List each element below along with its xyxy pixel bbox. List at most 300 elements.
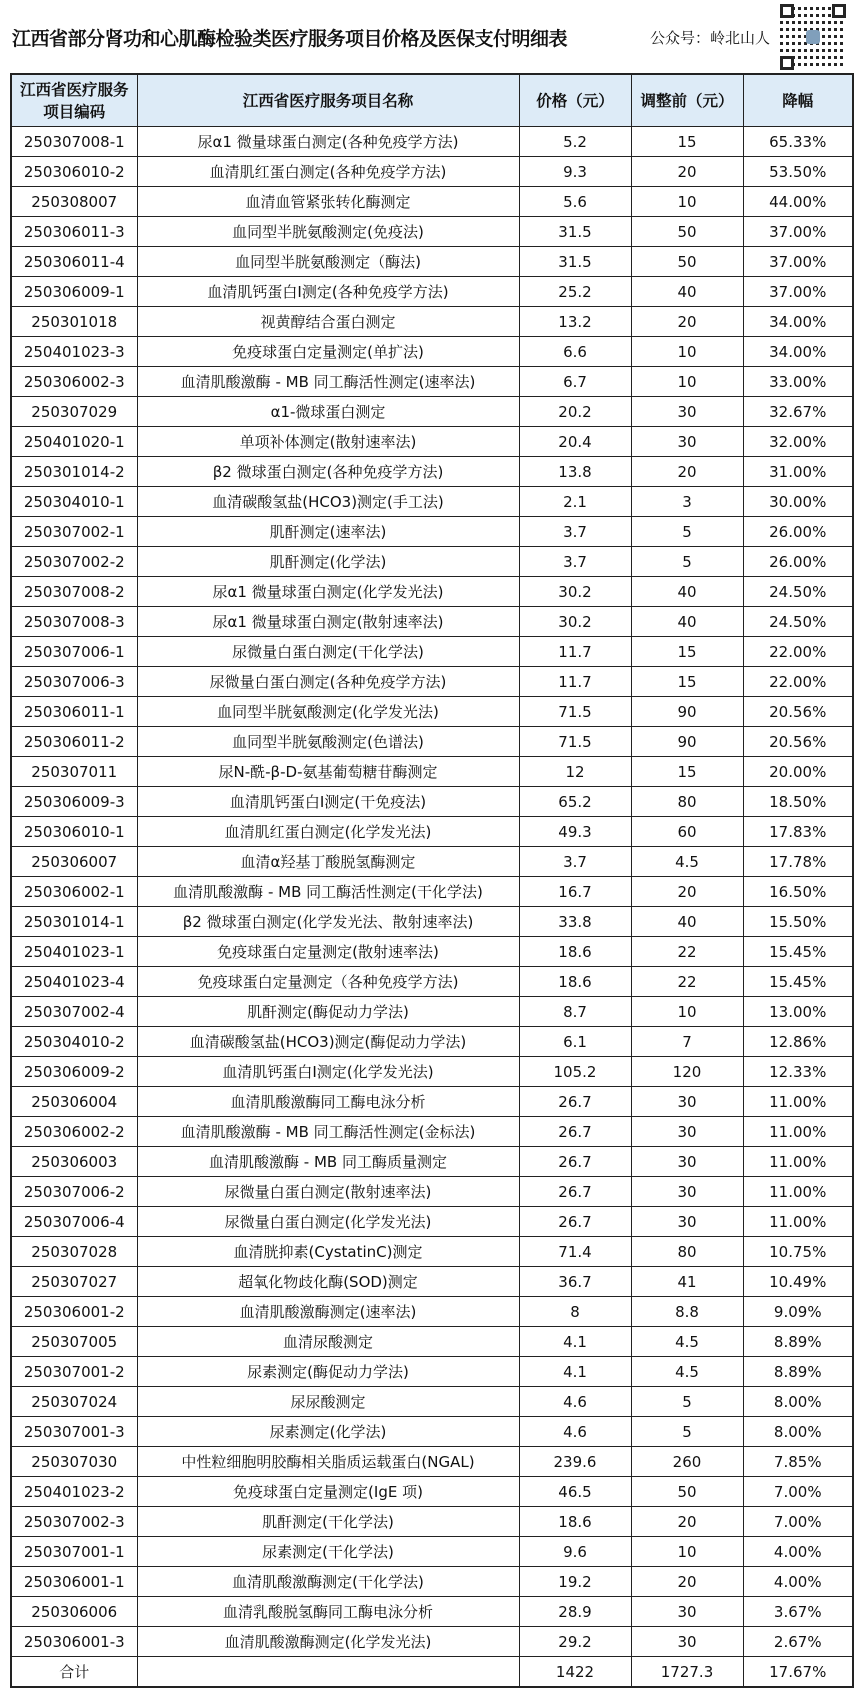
reduction-cell: 65.33% <box>743 127 853 157</box>
item-name-cell: 血清肌酸激酶 - MB 同工酶质量测定 <box>137 1147 519 1177</box>
item-code-cell: 250307002-4 <box>11 997 137 1027</box>
price-cell: 36.7 <box>519 1267 631 1297</box>
reduction-cell: 17.67% <box>743 1657 853 1688</box>
table-header-row <box>11 74 853 127</box>
item-code-cell: 250306001-3 <box>11 1627 137 1657</box>
item-code-cell: 250306011-2 <box>11 727 137 757</box>
price-cell: 46.5 <box>519 1477 631 1507</box>
item-name-cell: 血清α羟基丁酸脱氢酶测定 <box>137 847 519 877</box>
reduction-cell: 33.00% <box>743 367 853 397</box>
item-code-cell: 250307024 <box>11 1387 137 1417</box>
previous-price-cell: 15 <box>631 757 743 787</box>
price-cell: 26.7 <box>519 1117 631 1147</box>
item-code-cell: 250306002-2 <box>11 1117 137 1147</box>
item-name-cell: α1-微球蛋白测定 <box>137 397 519 427</box>
item-name-cell: 尿素测定(化学法) <box>137 1417 519 1447</box>
reduction-cell: 15.45% <box>743 937 853 967</box>
item-name-cell: 血清肌酸激酶测定(速率法) <box>137 1297 519 1327</box>
reduction-cell: 22.00% <box>743 667 853 697</box>
price-cell: 71.5 <box>519 697 631 727</box>
table-row <box>11 187 853 217</box>
table-row <box>11 1387 853 1417</box>
reduction-cell: 11.00% <box>743 1117 853 1147</box>
previous-price-cell: 15 <box>631 637 743 667</box>
table-row <box>11 847 853 877</box>
table-row <box>11 1357 853 1387</box>
table-row <box>11 1417 853 1447</box>
price-cell: 239.6 <box>519 1447 631 1477</box>
table-row <box>11 757 853 787</box>
table-row <box>11 967 853 997</box>
previous-price-cell: 260 <box>631 1447 743 1477</box>
price-cell: 12 <box>519 757 631 787</box>
price-cell: 2.1 <box>519 487 631 517</box>
previous-price-cell: 7 <box>631 1027 743 1057</box>
price-cell: 31.5 <box>519 217 631 247</box>
previous-price-cell: 4.5 <box>631 1327 743 1357</box>
reduction-cell: 37.00% <box>743 247 853 277</box>
item-name-cell: 尿素测定(干化学法) <box>137 1537 519 1567</box>
item-name-cell: 尿微量白蛋白测定(各种免疫学方法) <box>137 667 519 697</box>
previous-price-cell: 5 <box>631 547 743 577</box>
reduction-cell: 18.50% <box>743 787 853 817</box>
previous-price-cell: 22 <box>631 967 743 997</box>
page-title: 江西省部分肾功和心肌酶检验类医疗服务项目价格及医保支付明细表 <box>12 28 568 50</box>
item-name-cell: 血清肌红蛋白测定(各种免疫学方法) <box>137 157 519 187</box>
table-row <box>11 787 853 817</box>
table-row <box>11 877 853 907</box>
table-row <box>11 1507 853 1537</box>
item-name-cell: 视黄醇结合蛋白测定 <box>137 307 519 337</box>
reduction-cell: 4.00% <box>743 1567 853 1597</box>
table-row <box>11 1627 853 1657</box>
item-code-cell: 250307006-3 <box>11 667 137 697</box>
price-cell: 26.7 <box>519 1087 631 1117</box>
price-cell: 4.6 <box>519 1417 631 1447</box>
item-name-cell: 血同型半胱氨酸测定(化学发光法) <box>137 697 519 727</box>
previous-price-cell: 90 <box>631 697 743 727</box>
item-code-cell: 250307006-2 <box>11 1177 137 1207</box>
item-name-cell: 血清肌酸激酶测定(化学发光法) <box>137 1627 519 1657</box>
previous-price-cell: 90 <box>631 727 743 757</box>
reduction-cell: 17.78% <box>743 847 853 877</box>
item-code-cell: 250301014-2 <box>11 457 137 487</box>
item-name-cell: 血清血管紧张转化酶测定 <box>137 187 519 217</box>
table-row <box>11 727 853 757</box>
previous-price-cell: 80 <box>631 787 743 817</box>
price-cell: 9.6 <box>519 1537 631 1567</box>
table-row <box>11 157 853 187</box>
previous-price-cell: 120 <box>631 1057 743 1087</box>
price-cell: 19.2 <box>519 1567 631 1597</box>
item-name-cell: 尿微量白蛋白测定(散射速率法) <box>137 1177 519 1207</box>
price-table <box>10 73 854 1688</box>
item-name-cell: 单项补体测定(散射速率法) <box>137 427 519 457</box>
previous-price-cell: 10 <box>631 187 743 217</box>
reduction-cell: 7.00% <box>743 1477 853 1507</box>
item-code-cell: 250304010-2 <box>11 1027 137 1057</box>
qr-code-icon <box>780 4 846 70</box>
table-row <box>11 1567 853 1597</box>
item-code-cell: 250306009-3 <box>11 787 137 817</box>
reduction-cell: 8.00% <box>743 1387 853 1417</box>
item-code-cell: 250301018 <box>11 307 137 337</box>
item-code-cell: 250401023-4 <box>11 967 137 997</box>
item-code-cell: 250306003 <box>11 1147 137 1177</box>
item-name-cell: 尿微量白蛋白测定(化学发光法) <box>137 1207 519 1237</box>
price-cell: 18.6 <box>519 937 631 967</box>
reduction-cell: 24.50% <box>743 577 853 607</box>
previous-price-cell: 80 <box>631 1237 743 1267</box>
price-cell: 4.6 <box>519 1387 631 1417</box>
previous-price-cell: 4.5 <box>631 1357 743 1387</box>
item-name-cell: 免疫球蛋白定量测定(散射速率法) <box>137 937 519 967</box>
item-name-cell: 血清肌钙蛋白Ⅰ测定(化学发光法) <box>137 1057 519 1087</box>
reduction-cell: 7.85% <box>743 1447 853 1477</box>
header-reduction: 降幅 <box>743 74 853 127</box>
table-row <box>11 1207 853 1237</box>
item-code-cell: 250306001-1 <box>11 1567 137 1597</box>
reduction-cell: 10.49% <box>743 1267 853 1297</box>
price-cell: 6.6 <box>519 337 631 367</box>
item-name-cell: 免疫球蛋白定量测定(单扩法) <box>137 337 519 367</box>
reduction-cell: 10.75% <box>743 1237 853 1267</box>
previous-price-cell: 20 <box>631 457 743 487</box>
table-row <box>11 817 853 847</box>
item-name-cell: 血清肌钙蛋白Ⅰ测定(各种免疫学方法) <box>137 277 519 307</box>
table-row <box>11 487 853 517</box>
price-cell: 11.7 <box>519 637 631 667</box>
reduction-cell: 16.50% <box>743 877 853 907</box>
reduction-cell: 44.00% <box>743 187 853 217</box>
item-code-cell: 250304010-1 <box>11 487 137 517</box>
item-name-cell: 肌酐测定(速率法) <box>137 517 519 547</box>
item-code-cell: 250306007 <box>11 847 137 877</box>
reduction-cell: 34.00% <box>743 307 853 337</box>
table-row <box>11 1447 853 1477</box>
price-cell: 1422 <box>519 1657 631 1688</box>
price-cell: 26.7 <box>519 1207 631 1237</box>
price-cell: 11.7 <box>519 667 631 697</box>
header-name: 江西省医疗服务项目名称 <box>137 74 519 127</box>
reduction-cell: 26.00% <box>743 547 853 577</box>
item-code-cell: 250307001-1 <box>11 1537 137 1567</box>
item-code-cell: 250307002-3 <box>11 1507 137 1537</box>
price-cell: 6.1 <box>519 1027 631 1057</box>
item-code-cell: 250306001-2 <box>11 1297 137 1327</box>
price-cell: 3.7 <box>519 547 631 577</box>
table-row <box>11 1177 853 1207</box>
previous-price-cell: 60 <box>631 817 743 847</box>
price-cell: 13.2 <box>519 307 631 337</box>
price-cell: 65.2 <box>519 787 631 817</box>
table-row <box>11 277 853 307</box>
previous-price-cell: 30 <box>631 427 743 457</box>
previous-price-cell: 30 <box>631 1597 743 1627</box>
table-row <box>11 1327 853 1357</box>
previous-price-cell: 8.8 <box>631 1297 743 1327</box>
item-code-cell: 250307029 <box>11 397 137 427</box>
reduction-cell: 20.00% <box>743 757 853 787</box>
table-row <box>11 1477 853 1507</box>
previous-price-cell: 5 <box>631 1387 743 1417</box>
previous-price-cell: 4.5 <box>631 847 743 877</box>
reduction-cell: 9.09% <box>743 1297 853 1327</box>
item-name-cell: 血清肌红蛋白测定(化学发光法) <box>137 817 519 847</box>
item-code-cell: 250301014-1 <box>11 907 137 937</box>
reduction-cell: 15.50% <box>743 907 853 937</box>
table-row <box>11 577 853 607</box>
previous-price-cell: 40 <box>631 907 743 937</box>
previous-price-cell: 5 <box>631 1417 743 1447</box>
item-code-cell: 250307001-3 <box>11 1417 137 1447</box>
previous-price-cell: 30 <box>631 1087 743 1117</box>
price-cell: 3.7 <box>519 517 631 547</box>
item-code-cell: 250307001-2 <box>11 1357 137 1387</box>
previous-price-cell: 5 <box>631 517 743 547</box>
price-cell: 25.2 <box>519 277 631 307</box>
item-code-cell: 250306011-3 <box>11 217 137 247</box>
item-name-cell: 血清肌钙蛋白Ⅰ测定(干免疫法) <box>137 787 519 817</box>
item-code-cell: 250401023-3 <box>11 337 137 367</box>
table-row <box>11 307 853 337</box>
reduction-cell: 31.00% <box>743 457 853 487</box>
price-cell: 5.6 <box>519 187 631 217</box>
table-row <box>11 637 853 667</box>
previous-price-cell: 41 <box>631 1267 743 1297</box>
previous-price-cell: 15 <box>631 667 743 697</box>
item-name-cell: 肌酐测定(干化学法) <box>137 1507 519 1537</box>
item-name-cell: 尿素测定(酶促动力学法) <box>137 1357 519 1387</box>
reduction-cell: 22.00% <box>743 637 853 667</box>
previous-price-cell: 20 <box>631 1507 743 1537</box>
previous-price-cell: 20 <box>631 877 743 907</box>
table-row <box>11 1297 853 1327</box>
item-name-cell: 血清肌酸激酶同工酶电泳分析 <box>137 1087 519 1117</box>
reduction-cell: 11.00% <box>743 1207 853 1237</box>
previous-price-cell: 30 <box>631 1147 743 1177</box>
reduction-cell: 3.67% <box>743 1597 853 1627</box>
item-code-cell: 250308007 <box>11 187 137 217</box>
previous-price-cell: 30 <box>631 1207 743 1237</box>
reduction-cell: 8.89% <box>743 1327 853 1357</box>
reduction-cell: 26.00% <box>743 517 853 547</box>
previous-price-cell: 20 <box>631 307 743 337</box>
item-code-cell: 250307006-4 <box>11 1207 137 1237</box>
price-cell: 30.2 <box>519 607 631 637</box>
reduction-cell: 30.00% <box>743 487 853 517</box>
reduction-cell: 11.00% <box>743 1087 853 1117</box>
account-label: 公众号：岭北山人 <box>650 29 771 47</box>
previous-price-cell: 40 <box>631 277 743 307</box>
reduction-cell: 7.00% <box>743 1507 853 1537</box>
item-name-cell: 超氧化物歧化酶(SOD)测定 <box>137 1267 519 1297</box>
previous-price-cell: 20 <box>631 1567 743 1597</box>
item-name-cell: 血清肌酸激酶 - MB 同工酶活性测定(干化学法) <box>137 877 519 907</box>
item-name-cell: 尿尿酸测定 <box>137 1387 519 1417</box>
header-code: 江西省医疗服务项目编码 <box>11 74 137 127</box>
table-row <box>11 337 853 367</box>
price-cell: 71.5 <box>519 727 631 757</box>
reduction-cell: 20.56% <box>743 697 853 727</box>
previous-price-cell: 10 <box>631 367 743 397</box>
header-previous-price: 调整前（元） <box>631 74 743 127</box>
item-name-cell: 肌酐测定(化学法) <box>137 547 519 577</box>
item-name-cell: 免疫球蛋白定量测定（各种免疫学方法) <box>137 967 519 997</box>
price-cell: 4.1 <box>519 1327 631 1357</box>
reduction-cell: 13.00% <box>743 997 853 1027</box>
price-cell: 5.2 <box>519 127 631 157</box>
reduction-cell: 32.00% <box>743 427 853 457</box>
reduction-cell: 32.67% <box>743 397 853 427</box>
item-name-cell: 中性粒细胞明胶酶相关脂质运载蛋白(NGAL) <box>137 1447 519 1477</box>
previous-price-cell: 22 <box>631 937 743 967</box>
item-code-cell: 250307005 <box>11 1327 137 1357</box>
reduction-cell: 24.50% <box>743 607 853 637</box>
previous-price-cell: 10 <box>631 997 743 1027</box>
item-name-cell: 肌酐测定(酶促动力学法) <box>137 997 519 1027</box>
table-row <box>11 937 853 967</box>
item-code-cell: 合计 <box>11 1657 137 1688</box>
previous-price-cell: 20 <box>631 157 743 187</box>
table-row <box>11 217 853 247</box>
item-name-cell: 血清乳酸脱氢酶同工酶电泳分析 <box>137 1597 519 1627</box>
previous-price-cell: 30 <box>631 397 743 427</box>
item-code-cell: 250307011 <box>11 757 137 787</box>
table-row <box>11 1537 853 1567</box>
reduction-cell: 17.83% <box>743 817 853 847</box>
item-name-cell: 尿微量白蛋白测定(干化学法) <box>137 637 519 667</box>
item-code-cell: 250306002-3 <box>11 367 137 397</box>
item-code-cell: 250306004 <box>11 1087 137 1117</box>
item-code-cell: 250307028 <box>11 1237 137 1267</box>
price-cell: 8.7 <box>519 997 631 1027</box>
table-row <box>11 367 853 397</box>
price-cell: 29.2 <box>519 1627 631 1657</box>
table-row <box>11 1057 853 1087</box>
item-code-cell: 250306010-2 <box>11 157 137 187</box>
table-row <box>11 607 853 637</box>
item-code-cell: 250307027 <box>11 1267 137 1297</box>
reduction-cell: 34.00% <box>743 337 853 367</box>
item-name-cell: 血清肌酸激酶 - MB 同工酶活性测定(速率法) <box>137 367 519 397</box>
table-row <box>11 907 853 937</box>
table-row <box>11 427 853 457</box>
price-cell: 20.2 <box>519 397 631 427</box>
previous-price-cell: 10 <box>631 1537 743 1567</box>
total-row <box>11 1657 853 1688</box>
price-cell: 4.1 <box>519 1357 631 1387</box>
header-price: 价格（元） <box>519 74 631 127</box>
item-name-cell: 免疫球蛋白定量测定(IgE 项) <box>137 1477 519 1507</box>
price-cell: 8 <box>519 1297 631 1327</box>
previous-price-cell: 10 <box>631 337 743 367</box>
price-cell: 105.2 <box>519 1057 631 1087</box>
table-row <box>11 667 853 697</box>
price-cell: 9.3 <box>519 157 631 187</box>
table-row <box>11 1267 853 1297</box>
price-cell: 6.7 <box>519 367 631 397</box>
item-name-cell <box>137 1657 519 1688</box>
reduction-cell: 37.00% <box>743 277 853 307</box>
table-row <box>11 1117 853 1147</box>
item-code-cell: 250307008-2 <box>11 577 137 607</box>
item-name-cell: 血同型半胱氨酸测定(色谱法) <box>137 727 519 757</box>
price-cell: 13.8 <box>519 457 631 487</box>
item-code-cell: 250307008-3 <box>11 607 137 637</box>
item-name-cell: 血清碳酸氢盐(HCO3)测定(手工法) <box>137 487 519 517</box>
item-code-cell: 250306009-1 <box>11 277 137 307</box>
item-name-cell: 血清肌酸激酶测定(干化学法) <box>137 1567 519 1597</box>
price-cell: 3.7 <box>519 847 631 877</box>
reduction-cell: 8.89% <box>743 1357 853 1387</box>
item-code-cell: 250401023-2 <box>11 1477 137 1507</box>
reduction-cell: 11.00% <box>743 1147 853 1177</box>
item-code-cell: 250307030 <box>11 1447 137 1477</box>
price-cell: 18.6 <box>519 1507 631 1537</box>
table-row <box>11 1087 853 1117</box>
table-row <box>11 397 853 427</box>
previous-price-cell: 50 <box>631 1477 743 1507</box>
price-cell: 26.7 <box>519 1177 631 1207</box>
reduction-cell: 20.56% <box>743 727 853 757</box>
table-row <box>11 517 853 547</box>
previous-price-cell: 30 <box>631 1627 743 1657</box>
previous-price-cell: 30 <box>631 1177 743 1207</box>
reduction-cell: 8.00% <box>743 1417 853 1447</box>
table-row <box>11 1027 853 1057</box>
item-name-cell: β2 微球蛋白测定(化学发光法、散射速率法) <box>137 907 519 937</box>
item-code-cell: 250306009-2 <box>11 1057 137 1087</box>
table-row <box>11 697 853 727</box>
price-cell: 71.4 <box>519 1237 631 1267</box>
reduction-cell: 12.86% <box>743 1027 853 1057</box>
reduction-cell: 2.67% <box>743 1627 853 1657</box>
price-cell: 26.7 <box>519 1147 631 1177</box>
previous-price-cell: 50 <box>631 217 743 247</box>
item-name-cell: 血清碳酸氢盐(HCO3)测定(酶促动力学法) <box>137 1027 519 1057</box>
price-cell: 28.9 <box>519 1597 631 1627</box>
price-cell: 33.8 <box>519 907 631 937</box>
previous-price-cell: 3 <box>631 487 743 517</box>
previous-price-cell: 1727.3 <box>631 1657 743 1688</box>
item-code-cell: 250306010-1 <box>11 817 137 847</box>
previous-price-cell: 40 <box>631 607 743 637</box>
item-code-cell: 250307008-1 <box>11 127 137 157</box>
item-name-cell: 尿α1 微量球蛋白测定(化学发光法) <box>137 577 519 607</box>
item-code-cell: 250307002-1 <box>11 517 137 547</box>
item-name-cell: 血清胱抑素(CystatinC)测定 <box>137 1237 519 1267</box>
price-cell: 30.2 <box>519 577 631 607</box>
previous-price-cell: 40 <box>631 577 743 607</box>
item-name-cell: 血清尿酸测定 <box>137 1327 519 1357</box>
table-row <box>11 1597 853 1627</box>
item-name-cell: 血同型半胱氨酸测定(免疫法) <box>137 217 519 247</box>
item-code-cell: 250307006-1 <box>11 637 137 667</box>
table-row <box>11 457 853 487</box>
item-name-cell: β2 微球蛋白测定(各种免疫学方法) <box>137 457 519 487</box>
price-cell: 18.6 <box>519 967 631 997</box>
previous-price-cell: 30 <box>631 1117 743 1147</box>
item-name-cell: 尿α1 微量球蛋白测定(各种免疫学方法) <box>137 127 519 157</box>
item-code-cell: 250306002-1 <box>11 877 137 907</box>
item-code-cell: 250401020-1 <box>11 427 137 457</box>
price-cell: 49.3 <box>519 817 631 847</box>
item-name-cell: 血清肌酸激酶 - MB 同工酶活性测定(金标法) <box>137 1117 519 1147</box>
reduction-cell: 15.45% <box>743 967 853 997</box>
item-name-cell: 尿α1 微量球蛋白测定(散射速率法) <box>137 607 519 637</box>
item-code-cell: 250306011-4 <box>11 247 137 277</box>
